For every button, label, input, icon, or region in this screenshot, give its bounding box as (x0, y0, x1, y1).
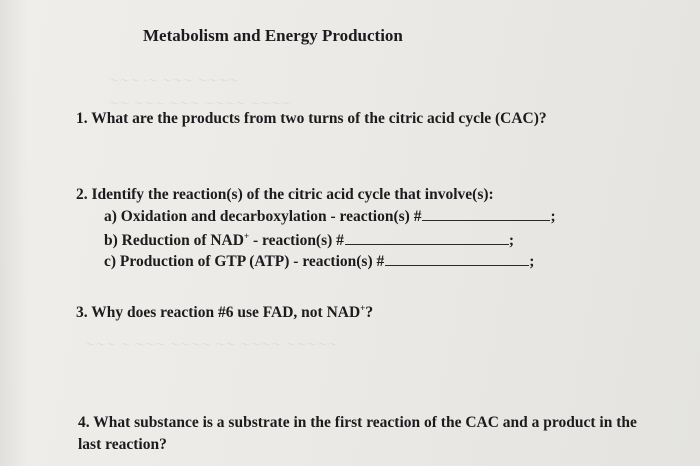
question-3-end: ? (365, 304, 374, 321)
question-2a-end: ; (550, 208, 556, 225)
answer-blank-2b[interactable] (345, 233, 509, 245)
question-4: 4. What substance is a substrate in the first reaction of the CAC and a product in the last reaction? (78, 414, 637, 453)
question-2b-end: ; (508, 232, 515, 249)
question-2-stem: 2. Identify the reaction(s) of the citric acid cycle that involve(s): (76, 186, 494, 203)
question-3-superscript: + (360, 303, 366, 313)
question-3 (76, 303, 373, 322)
question-2c-text: c) Production of GTP (ATP) - reaction(s) # (104, 253, 385, 270)
question-1: 1. What are the products from two turns of the citric acid cycle (CAC)? (76, 110, 547, 127)
question-2c-end: ; (529, 253, 535, 270)
bleed-through-handwriting: 〜〜〜 ·〜 〜〜〜 〜〜〜〜 (108, 76, 239, 87)
question-2b (104, 231, 514, 250)
question-2c (104, 253, 534, 271)
page-title: Metabolism and Energy Production (143, 26, 403, 45)
question-3-text: 3. Why does reaction #6 use FAD, not NAD (76, 304, 361, 321)
question-2b-rest: - reaction(s) # (249, 232, 344, 249)
page-shadow (0, 0, 28, 466)
answer-blank-2a[interactable] (422, 209, 550, 221)
question-2a (104, 208, 556, 226)
question-2a-text: a) Oxidation and decarboxylation - reaction(s) # (104, 208, 422, 225)
question-2b-text: b) Reduction of NAD (104, 232, 244, 249)
question-2b-superscript: + (243, 231, 250, 241)
bleed-through-handwriting: 〜〜〜 〜 〜〜〜 〜〜〜〜 〜〜 〜〜〜〜 〜〜〜〜〜 (84, 340, 338, 351)
bleed-through-handwriting: 〜〜 〜〜〜 〜〜〜 〜〜〜〜 〜〜〜〜 (108, 99, 291, 110)
answer-blank-2c[interactable] (385, 254, 529, 266)
